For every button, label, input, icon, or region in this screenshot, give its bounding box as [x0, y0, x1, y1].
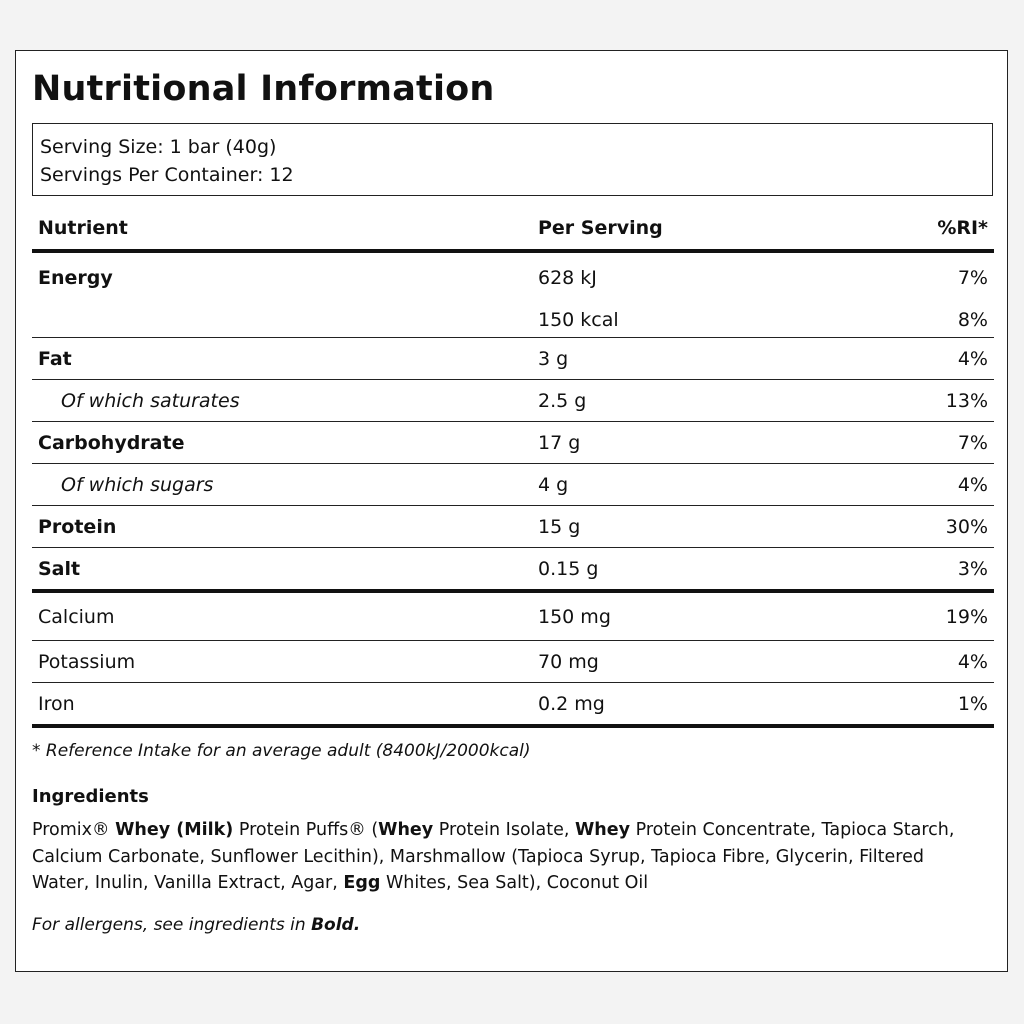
- table-row: [32, 338, 994, 380]
- ingredient-segment: Whites, Sea Salt), Coconut Oil: [380, 873, 649, 893]
- page-title: Nutritional Information: [32, 69, 495, 109]
- allergen-note-prefix: For allergens, see ingredients in: [32, 915, 312, 935]
- allergen-ingredient: Whey: [575, 820, 631, 840]
- ri-value: 7%: [957, 266, 988, 289]
- nutrient-name: Calcium: [38, 605, 115, 628]
- nutrient-name: Iron: [38, 692, 75, 715]
- ingredients-text: [32, 817, 982, 897]
- ri-value: 4%: [957, 473, 988, 496]
- per-serving-value: 15 g: [538, 515, 581, 538]
- header-per-serving: Per Serving: [538, 216, 663, 239]
- ingredient-segment: Protein Concentrate, Tapioca Starch, Calcium Carbonate, Sunflower Lecithin), Marshmallow (Tapioca Syrup, Tapioca Fibre, Glycerin, Filtered Water, Inulin, Vanilla Extract, Agar,: [32, 820, 955, 893]
- nutrient-name: Energy: [38, 266, 113, 289]
- nutrient-name: Fat: [38, 347, 72, 370]
- nutrient-name: Protein: [38, 515, 117, 538]
- nutrient-name: Carbohydrate: [38, 431, 185, 454]
- reference-intake-footnote: * Reference Intake for an average adult (8400kJ/2000kcal): [32, 741, 531, 761]
- per-serving-value: 150 kcal: [538, 308, 619, 331]
- table-row: [32, 464, 994, 506]
- ingredient-segment: Protein Isolate,: [433, 820, 575, 840]
- header-ri: %RI*: [937, 216, 988, 239]
- serving-info-box: [32, 123, 993, 196]
- allergen-ingredient: Whey: [378, 820, 434, 840]
- nutrient-name: Salt: [38, 557, 81, 580]
- table-row: [32, 506, 994, 548]
- header-nutrient: Nutrient: [38, 216, 128, 239]
- ingredient-segment: Protein Puffs® (: [233, 820, 379, 840]
- table-row: [32, 253, 994, 302]
- per-serving-value: 70 mg: [538, 650, 599, 673]
- table-row: [32, 683, 994, 728]
- nutrient-name: Of which sugars: [61, 473, 214, 496]
- ri-value: 30%: [945, 515, 988, 538]
- ri-value: 19%: [945, 605, 988, 628]
- per-serving-value: 628 kJ: [538, 266, 597, 289]
- per-serving-value: 0.2 mg: [538, 692, 605, 715]
- table-row: [32, 380, 994, 422]
- table-row: [32, 641, 994, 683]
- serving-size: Serving Size: 1 bar (40g): [40, 136, 277, 158]
- ri-value: 13%: [945, 389, 988, 412]
- ingredient-segment: Promix®: [32, 820, 116, 840]
- table-row: [32, 302, 994, 338]
- allergen-ingredient: Whey (Milk): [115, 820, 234, 840]
- nutrient-name: Potassium: [38, 650, 136, 673]
- allergen-note: [32, 915, 360, 935]
- ri-value: 7%: [957, 431, 988, 454]
- allergen-note-bold: Bold.: [311, 915, 361, 935]
- table-row: [32, 422, 994, 464]
- table-row: [32, 548, 994, 593]
- allergen-ingredient: Egg: [343, 873, 381, 893]
- servings-per-container: Servings Per Container: 12: [40, 164, 294, 186]
- table-row: [32, 593, 994, 641]
- per-serving-value: 3 g: [538, 347, 569, 370]
- per-serving-value: 150 mg: [538, 605, 611, 628]
- ri-value: 1%: [957, 692, 988, 715]
- ri-value: 8%: [957, 308, 988, 331]
- ri-value: 3%: [957, 557, 988, 580]
- nutrition-table: [32, 206, 994, 728]
- ingredients-heading: Ingredients: [32, 786, 149, 807]
- per-serving-value: 2.5 g: [538, 389, 587, 412]
- nutrition-label: [15, 50, 1008, 972]
- ri-value: 4%: [957, 347, 988, 370]
- per-serving-value: 17 g: [538, 431, 581, 454]
- nutrient-name: Of which saturates: [61, 389, 240, 412]
- per-serving-value: 4 g: [538, 473, 569, 496]
- table-header-row: [32, 206, 994, 253]
- per-serving-value: 0.15 g: [538, 557, 599, 580]
- ri-value: 4%: [957, 650, 988, 673]
